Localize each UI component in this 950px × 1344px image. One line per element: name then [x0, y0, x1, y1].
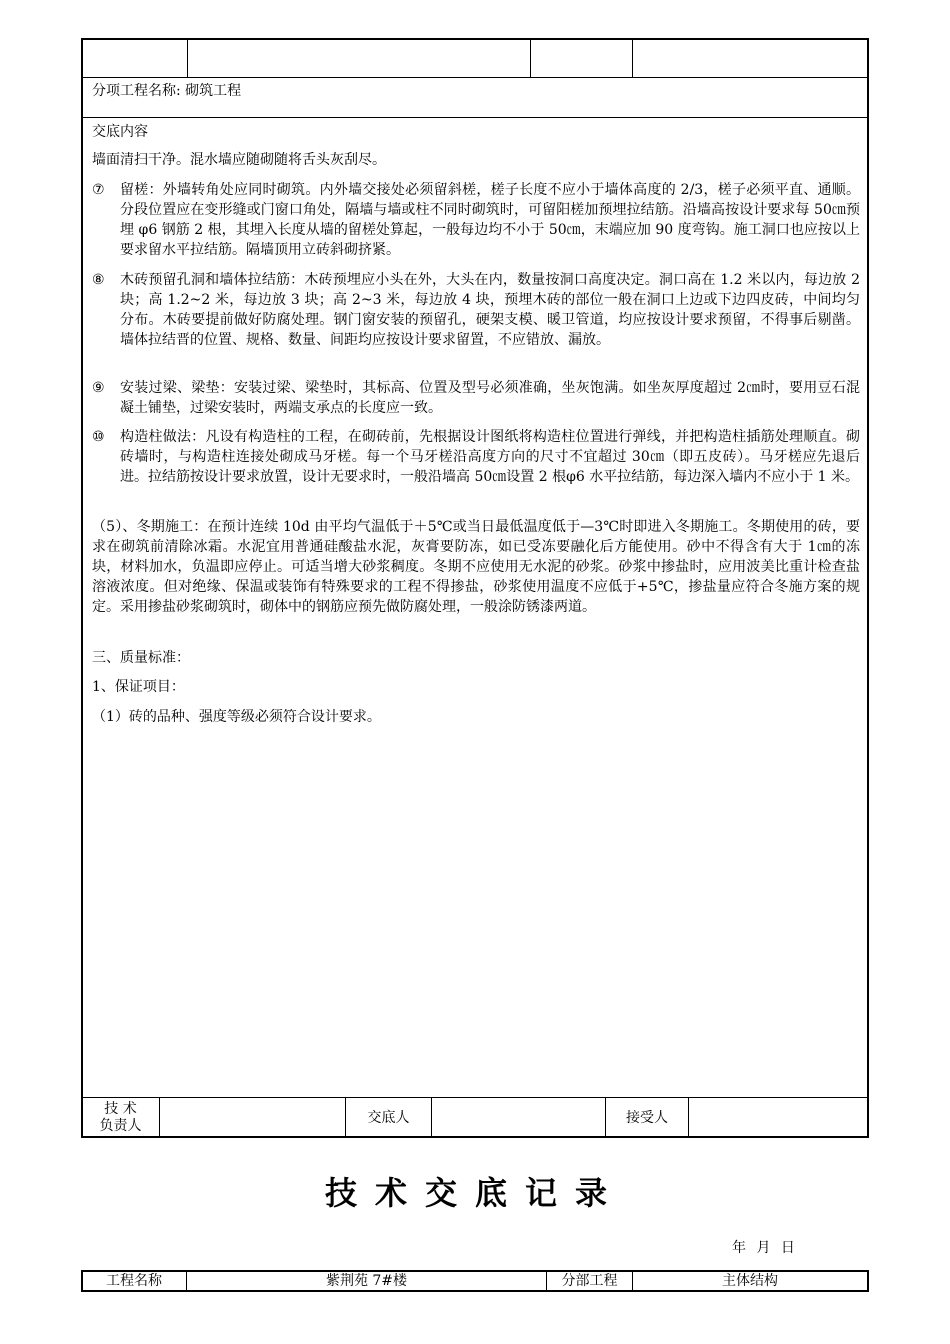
content-heading: 交底内容 — [92, 124, 148, 140]
division-value: 主体结构 — [722, 1273, 778, 1289]
header-cell-divider — [187, 38, 188, 78]
header-cell-divider — [530, 38, 531, 78]
item-7-number: ⑦ — [92, 182, 105, 198]
presenter-label: 交底人 — [367, 1110, 410, 1126]
guarantee-item-1: （1）砖的品种、强度等级必须符合设计要求。 — [92, 709, 381, 725]
item-10-text: 构造柱做法：凡设有构造柱的工程，在砌砖前，先根据设计图纸将构造柱位置进行弹线，并把构造柱插筋处理顺直。砌砖墙时，与构造柱连接处砌成马牙槎。每一个马牙槎沿高度方向的尺寸不宜超过 30㎝（即五皮砖）。马牙槎应先退后进。拉结筋按设计要求放置，设计无要求时，一般沿墙高 50㎝设置 2 根φ6 水平拉结筋，每边深入墙内不应小于 1 米。 — [120, 429, 860, 485]
page-title: 技术交底记录 — [324, 1174, 625, 1212]
item-8-text: 木砖预留孔洞和墙体拉结筋：木砖预埋应小头在外，大头在内，数量按洞口高度决定。洞口高在 1.2 米以内，每边放 2 块；高 1.2~2 米，每边放 3 块；高 2~3 米，每边放 4 块，预埋木砖的部位一般在洞口上边或下边四皮砖，中间均匀分布。木砖要提前做好防腐处理。钢门窗安装的预留孔，硬架支模、暖卫管道，均应按设计要求预留，不得事后剔凿。墙体拉结晋的位置、规格、数量、间距均应按设计要求留置，不应错放、漏放。 — [120, 272, 860, 348]
tech-lead-label-line2: 负责人 — [99, 1118, 142, 1134]
signoff-cell-divider — [688, 1097, 689, 1138]
subproject-value: 砌筑工程 — [185, 83, 242, 99]
project-name-label: 工程名称 — [106, 1273, 162, 1289]
project-name-value: 紫荆苑 7#楼 — [325, 1273, 408, 1289]
guarantee-items-heading: 1、保证项目： — [92, 679, 185, 695]
subproject-row-divider — [81, 117, 869, 118]
receiver-label: 接受人 — [626, 1110, 668, 1126]
signoff-row-divider — [81, 1097, 869, 1098]
date-label: 年 月 日 — [732, 1240, 795, 1256]
signoff-cell-divider — [431, 1097, 432, 1138]
tech-lead-label — [82, 1101, 159, 1135]
tech-lead-label-line1: 技 术 — [104, 1101, 137, 1117]
content-intro: 墙面清扫干净。混水墙应随砌随将舌头灰刮尽。 — [92, 152, 386, 168]
header-row-divider — [81, 77, 869, 78]
subproject-label — [92, 82, 241, 100]
item-9-number: ⑨ — [92, 380, 105, 396]
item-8-number: ⑧ — [92, 272, 105, 288]
subproject-label-text: 分项工程名称: — [92, 83, 181, 99]
winter-construction-paragraph: （5）、冬期施工：在预计连续 10d 由平均气温低于＋5℃或当日最低温度低于—3℃时即进入冬期施工。冬期使用的砖，要求在砌筑前清除冰霜。水泥宜用普通硅酸盐水泥，灰膏要防冻，如已受冻要融化后方能使用。砂中不得含有大于 1㎝的冻块，材料加水，负温即应停止。可适当增大砂浆稠度。冬期不应使用无水泥的砂浆。砂浆中掺盐时，应用波美比重计检查盐溶液浓度。但对绝缘、保温或装饰有特殊要求的工程不得掺盐，砂浆使用温度不应低于+5℃，掺盐量应符合冬施方案的规定。采用掺盐砂浆砌筑时，砌体中的钢筋应预先做防腐处理，一般涂防锈漆两道。 — [92, 519, 860, 615]
item-7-text: 留槎：外墙转角处应同时砌筑。内外墙交接处必须留斜槎，槎子长度不应小于墙体高度的 2/3，槎子必须平直、通顺。分段位置应在变形缝或门窗口角处，隔墙与墙或柱不同时砌筑时，可留阳槎加预埋拉结筋。沿墙高按设计要求每 50㎝预埋 φ6 钢筋 2 根，其埋入长度从墙的留槎处算起，一般每边均不小于 50㎝，末端应加 90 度弯钩。施工洞口也应按以上要求留水平拉结筋。隔墙顶用立砖斜砌挤紧。 — [120, 182, 860, 258]
item-9-text: 安装过梁、梁垫：安装过梁、梁垫时，其标高、位置及型号必须准确，坐灰饱满。如坐灰厚度超过 2㎝时，要用豆石混凝土铺垫，过梁安装时，两端支承点的长度应一致。 — [120, 380, 860, 416]
division-label: 分部工程 — [561, 1273, 618, 1289]
signoff-cell-divider — [159, 1097, 160, 1138]
item-10-number: ⑩ — [92, 429, 105, 445]
quality-standards-heading: 三、质量标准： — [92, 650, 190, 666]
header-cell-divider — [632, 38, 633, 78]
